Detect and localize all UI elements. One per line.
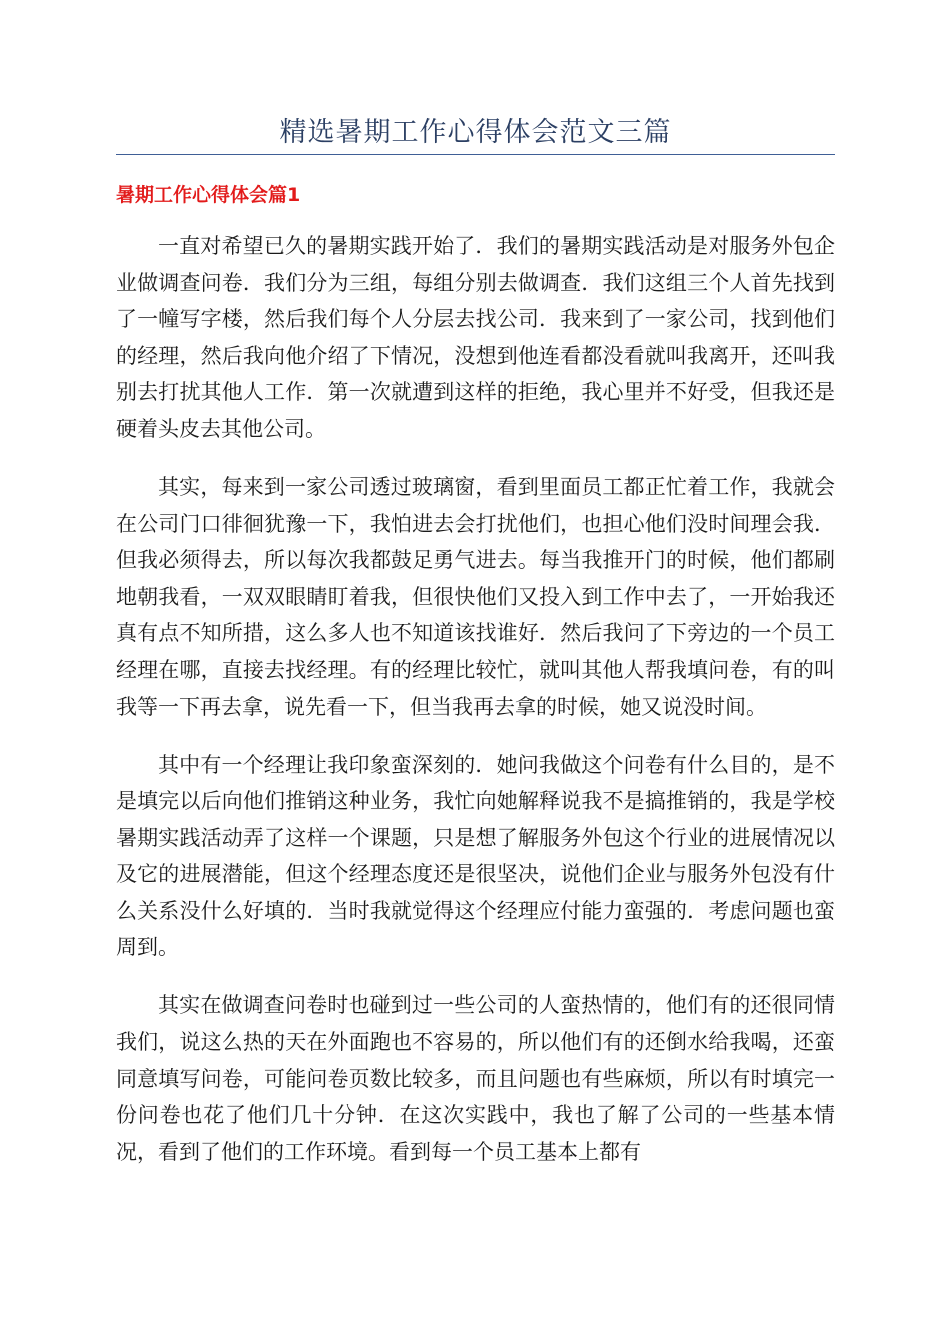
paragraph: 其实，每来到一家公司透过玻璃窗，看到里面员工都正忙着工作，我就会在公司门口徘徊犹豫一下，我怕进去会打扰他们，也担心他们没时间理会我．但我必须得去，所以每次我都鼓足勇气进去。每当我推开门的时候，他们都刷地朝我看，一双双眼睛盯着我，但很快他们又投入到工作中去了，一开始我还真有点不知所措，这么多人也不知道该找谁好．然后我问了下旁边的一个员工经理在哪，直接去找经理。有的经理比较忙，就叫其他人帮我填问卷，有的叫我等一下再去拿，说先看一下，但当我再去拿的时候，她又说没时间。 — [116, 474, 835, 719]
document-title: 精选暑期工作心得体会范文三篇 — [279, 117, 672, 148]
document-body — [116, 228, 835, 1192]
paragraph: 其实在做调查问卷时也碰到过一些公司的人蛮热情的，他们有的还很同情我们，说这么热的天在外面跑也不容易的，所以他们有的还倒水给我喝，还蛮同意填写问卷，可能问卷页数比较多，而且问题也有些麻烦，所以有时填完一份问卷也花了他们几十分钟．在这次实践中，我也了解了公司的一些基本情况，看到了他们的工作环境。看到每一个员工基本上都有 — [116, 993, 835, 1164]
paragraph: 一直对希望已久的暑期实践开始了．我们的暑期实践活动是对服务外包企业做调查问卷．我们分为三组，每组分别去做调查．我们这组三个人首先找到了一幢写字楼，然后我们每个人分层去找公司．我来到了一家公司，找到他们的经理，然后我向他介绍了下情况，没想到他连看都没看就叫我离开，还叫我别去打扰其他人工作．第一次就遭到这样的拒绝，我心里并不好受，但我还是硬着头皮去其他公司。 — [116, 234, 835, 441]
section-heading: 暑期工作心得体会篇1 — [116, 184, 301, 206]
title-divider — [116, 154, 835, 155]
paragraph: 其中有一个经理让我印象蛮深刻的．她问我做这个问卷有什么目的，是不是填完以后向他们推销这种业务，我忙向她解释说我不是搞推销的，我是学校暑期实践活动弄了这样一个课题，只是想了解服务外包这个行业的进展情况以及它的进展潜能，但这个经理态度还是很坚决，说他们企业与服务外包没有什么关系没什么好填的．当时我就觉得这个经理应付能力蛮强的．考虑问题也蛮周到。 — [116, 752, 835, 960]
